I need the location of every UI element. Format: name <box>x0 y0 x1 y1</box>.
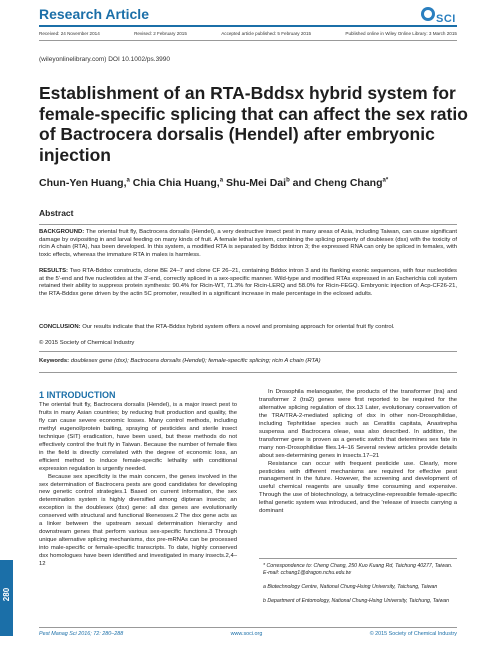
abstract-background: BACKGROUND: The oriental fruit fly, Bactrocera dorsalis (Hendel), a very destructive insect pest in many areas of Asia, including Taiwan, can cause significant damage by ovipositing in and larval feeding on many kinds of fruit. A female lethal system, combining the splicing property of doublesex (dsx) with the toxicity of ricin A chain (RTA), has been developed. In this system, a modified RTA is separated by Bddsx intron 3; the expressed RNA can only be spliced in females, with toxic effects, whereas the immature RTA in males is harmless. <box>39 229 458 258</box>
body-column-left <box>39 402 237 569</box>
footnote-rule <box>259 558 457 559</box>
header-rule <box>39 25 457 27</box>
author-1[interactable]: Chun-Yen Huang,$^a$ <box>39 177 130 189</box>
page-number: 280 <box>2 587 11 602</box>
received-date: Received: 24 November 2014 <box>39 31 100 36</box>
abstract-top-rule <box>39 224 457 225</box>
footer-rule <box>39 627 457 628</box>
correspondence-footnote: * Correspondence to: Cheng Chang, 250 Kuo Kuang Rd, Taichung 40277, Taiwan. E-mail: cchang1@dragon.nchu.edu.tw <box>263 563 453 576</box>
abstract-heading: Abstract <box>39 208 74 218</box>
page-footer <box>39 631 457 637</box>
intro-paragraph-4: Resistance can occur with frequent pesticide use. Clearly, more pesticides with different mechanisms are required for effective pest management in the future. However, the screening and development of useful chemical reagents are usually time consuming and expensive. Through the use of biotechnology, a tetracycline-repressible female-specific lethal genetic system was introduced, and the 'release of insects carrying a dominant <box>259 460 457 515</box>
abstract-results: RESULTS: Two RTA-Bddsx constructs, clone BE 24–7 and clone CF 26–21, containing Bddsx intron 3 and its flanking exonic sequences, with four nucleotides at the 5′-end and five nucleotides at the 3′-end, correctly spliced in a sex-specific manner. Wild-type and modified RTAs expressed in an Escherichia coli system retained their ability to suppress protein synthesis: 90.4% for Ricin-WT, 71.3% for Ricin-LERQ and 58.0% for Ricin-FEGQ. Embryonic injection of Acp-CF26-21, the RTA-Bddsx gene driven by the actin 5C promoter, resulted in a significant increase in male percentage in the eclosed adults. <box>39 268 457 297</box>
author-2[interactable]: Chia Chia Huang,$^a$ <box>132 177 224 189</box>
sci-logo-icon <box>421 7 435 21</box>
intro-paragraph-2: Because sex specificity is the main concern, the genes involved in the sex determination of Bactrocera pests are good candidates for developing new genetic control strategies.1 Based on current information, the sex determination system is highly diversified among dipteran insects; an exception is the doublesex (dsx) gene: all dsx genes are evolutionarily conserved with structural and functional likenesses.2 The dsx gene acts as a linker between the upstream sexual determination hierarchy and downstream genes that perform various sex-specific functions.3 Through unique alternative splicing mechanisms, dsx pre-mRNAs can be processed into male-specific or female-specific transcripts. To date, highly conserved dsx homologues have been identified and investigated in many insects.2,4–12 <box>39 473 237 568</box>
keywords-rule <box>39 372 457 373</box>
publication-dates <box>39 31 457 36</box>
abstract-bottom-rule <box>39 351 457 352</box>
revised-date: Revised: 2 February 2015 <box>134 31 187 36</box>
author-3[interactable]: Shu-Mei Dai$^b$ <box>225 177 290 189</box>
keywords: Keywords: doublesex gene (dsx); Bactrocera dorsalis (Hendel); female-specific splicing; ricin A chain (RTA) <box>39 358 321 364</box>
intro-paragraph-3: In Drosophila melanogaster, the products of the transformer (tra) and transformer 2 (tra2) genes were first reported to be required for the alternative splicing regulation of dsx.13 Later, evolutionary conservation of the TRA/TRA-2-mediated splicing of dsx in other non-Drosophilidae, including Tephritidae species such as Ceratitis capitata, Anastrepha suspensa and Bactrocera oleae, was also described. In addition, the transformer gene is proven as a genetic switch that determines sex fate in many non-Drosophilidae flies.14–16 Several review articles provide details about sex-determining genes in insects.17–21 <box>259 389 457 459</box>
accepted-date: Accepted article published: 5 February 2015 <box>221 31 312 36</box>
sci-logo-text: SCI <box>436 13 456 25</box>
intro-paragraph-1: The oriental fruit fly, Bactrocera dorsalis (Hendel), is a major insect pest to fruits in many Asian countries; by reducing fruit production and quality, the fly can cause severe economic losses. Many control methods, including methyl eugenol/protein baiting, spraying of pesticides and sterile insect technique (SIT) eradication, have been used, but these methods do not effectively control the fruit fly in Taiwan. Because the number of female flies in the field is directly correlated with the degree of economic loss, an efficient method to induce female-specific lethality with conditional expression regulation is urgently needed. <box>39 402 237 472</box>
footer-copyright: © 2015 Society of Chemical Industry <box>369 631 457 637</box>
affiliation-b: b Department of Entomology, National Chung-Hsing University, Taichung, Taiwan <box>263 598 449 604</box>
footer-citation: Pest Manag Sci 2016; 72: 280–288 <box>39 631 124 637</box>
published-date: Published online in Wiley Online Library: 3 March 2015 <box>345 31 457 36</box>
dates-rule <box>39 40 457 41</box>
section-label: Research Article <box>39 6 149 22</box>
doi-line[interactable]: (wileyonlinelibrary.com) DOI 10.1002/ps.3990 <box>39 56 171 63</box>
abstract-conclusion: CONCLUSION: Our results indicate that the RTA-Bddsx hybrid system offers a novel and promising approach for oriental fruit fly control. <box>39 324 395 330</box>
author-list <box>39 177 469 189</box>
footer-site-link[interactable]: www.soci.org <box>230 631 263 637</box>
abstract-copyright: © 2015 Society of Chemical Industry <box>39 340 135 346</box>
section-heading-introduction: 1 INTRODUCTION <box>39 390 116 400</box>
body-column-right <box>259 389 457 516</box>
author-4[interactable]: and Cheng Chang$^{a*}$ <box>292 177 389 189</box>
article-title: Establishment of an RTA-Bddsx hybrid system for female-specific splicing that can affect the sex ratio of Bactrocera dorsalis (Hendel) after embryonic injection <box>39 83 468 165</box>
affiliation-a: a Biotechnology Centre, National Chung-Hsing University, Taichung, Taiwan <box>263 584 438 590</box>
